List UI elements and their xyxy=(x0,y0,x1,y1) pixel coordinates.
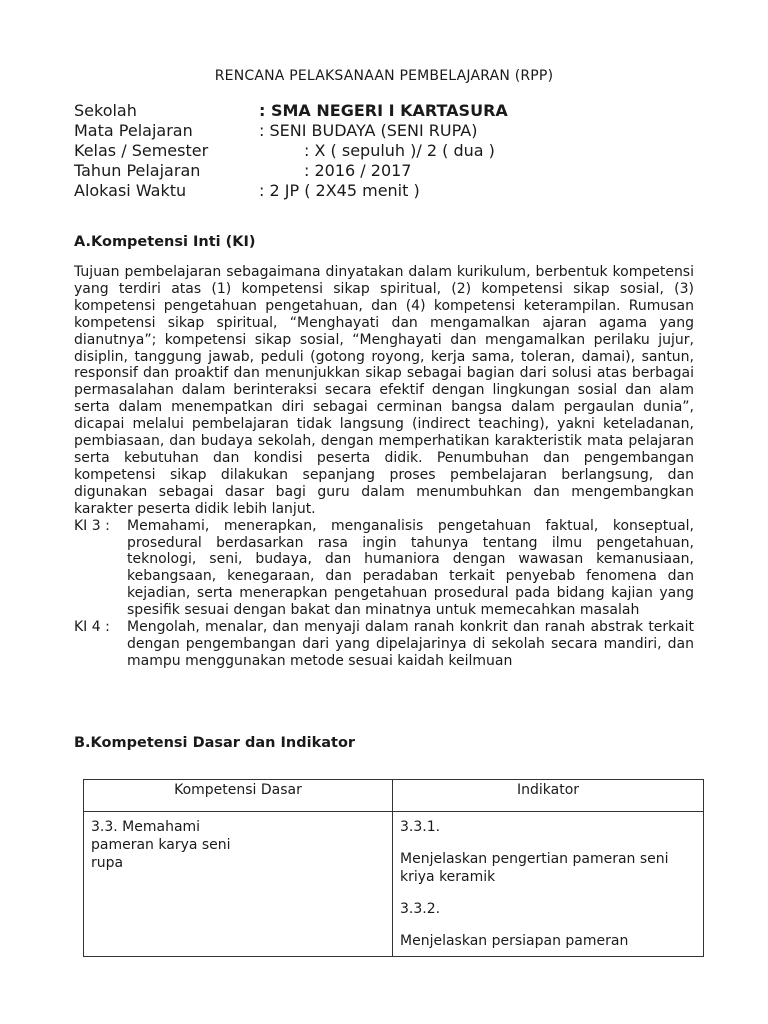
info-label: Kelas / Semester xyxy=(74,141,209,160)
ki-intro-paragraph: Tujuan pembelajaran sebagaimana dinyatakan dalam kurikulum, berbentuk kompetensi yang terdiri atas (1) kompetensi sikap spiritual, (2) kompetensi sikap sosial, (3) kompetensi pengetahuan pengetahuan, dan (4) kompetensi keterampilan. Rumusan kompetensi sikap spiritual, “Menghayati dan mengamalkan ajaran agama yang dianutnya”; kompetensi sikap sosial, “Menghayati dan mengamalkan perilaku jujur, disiplin, tanggung jawab, peduli (gotong royong, kerja sama, toleran, damai), santun, responsif dan proaktif dan menunjukkan sikap sebagai bagian dari solusi atas berbagai permasalahan dalam berinteraksi secara efektif dengan lingkungan sosial dan alam serta dalam menempatkan diri sebagai cerminan bangsa dalam pergaulan dunia”, dicapai melalui pembelajaran tidak langsung (indirect teaching), yakni keteladanan, pembiasaan, dan budaya sekolah, dengan memperhatikan karakteristik mata pelajaran serta kebutuhan dan kondisi peserta didik. Penumbuhan dan pengembangan kompetensi sikap dilakukan sepanjang proses pembelajaran berlangsung, dan digunakan sebagai dasar bagi guru dalam menumbuhkan dan mengembangkan karakter peserta didik lebih lanjut. xyxy=(74,264,694,517)
info-value: : SMA NEGERI I KARTASURA xyxy=(259,101,508,120)
indikator-cell xyxy=(393,812,704,957)
table-row xyxy=(84,812,704,957)
ki3-label: KI 3 : xyxy=(74,517,110,534)
info-value: : SENI BUDAYA (SENI RUPA) xyxy=(259,121,478,140)
kd-text: 3.3. Memahami pameran karya seni rupa xyxy=(91,819,231,871)
info-label: Mata Pelajaran xyxy=(74,121,193,140)
indicator-text: Menjelaskan persiapan pameran xyxy=(400,933,629,949)
kd-cell xyxy=(84,812,393,957)
ki3-text: Memahami, menerapkan, menganalisis pengetahuan faktual, konseptual, prosedural berdasarkan rasa ingin tahunya tentang ilmu pengetahuan, teknologi, seni, budaya, dan humaniora dengan wawasan kemanusiaan, kebangsaan, kenegaraan, dan peradaban terkait penyebab fenomena dan kejadian, serta menerapkan pengetahuan prosedural pada bidang kajian yang spesifik sesuai dengan bakat dan minatnya untuk memecahkan masalah xyxy=(127,517,694,619)
info-label: Sekolah xyxy=(74,101,137,120)
header-indikator: Indikator xyxy=(393,780,704,812)
section-b-heading: B.Kompetensi Dasar dan Indikator xyxy=(74,735,356,751)
info-value: : X ( sepuluh )/ 2 ( dua ) xyxy=(304,141,495,160)
info-label: Alokasi Waktu xyxy=(74,181,187,200)
ki4-text: Mengolah, menalar, dan menyaji dalam ranah konkrit dan ranah abstrak terkait dengan pengembangan dari yang dipelajarinya di sekolah secara mandiri, dan mampu menggunakan metode sesuai kaidah keilmuan xyxy=(127,619,694,669)
ki4-item xyxy=(74,619,694,670)
section-a-body xyxy=(74,264,694,670)
header-kompetensi-dasar: Kompetensi Dasar xyxy=(84,780,393,812)
indicator-text: Menjelaskan pengertian pameran seni kriya keramik xyxy=(400,851,669,885)
ki3-item xyxy=(74,518,694,619)
indicator-code: 3.3.1. xyxy=(400,819,441,835)
indicator-code: 3.3.2. xyxy=(400,901,441,917)
document-title: RENCANA PELAKSANAAN PEMBELAJARAN (RPP) xyxy=(214,68,554,84)
info-value: : 2 JP ( 2X45 menit ) xyxy=(259,181,420,200)
table-header-row xyxy=(84,780,704,812)
section-a-heading: A.Kompetensi Inti (KI) xyxy=(74,234,256,250)
info-value: : 2016 / 2017 xyxy=(304,161,412,180)
kd-indikator-table xyxy=(83,779,704,957)
ki4-label: KI 4 : xyxy=(74,619,110,636)
info-label: Tahun Pelajaran xyxy=(74,161,201,180)
